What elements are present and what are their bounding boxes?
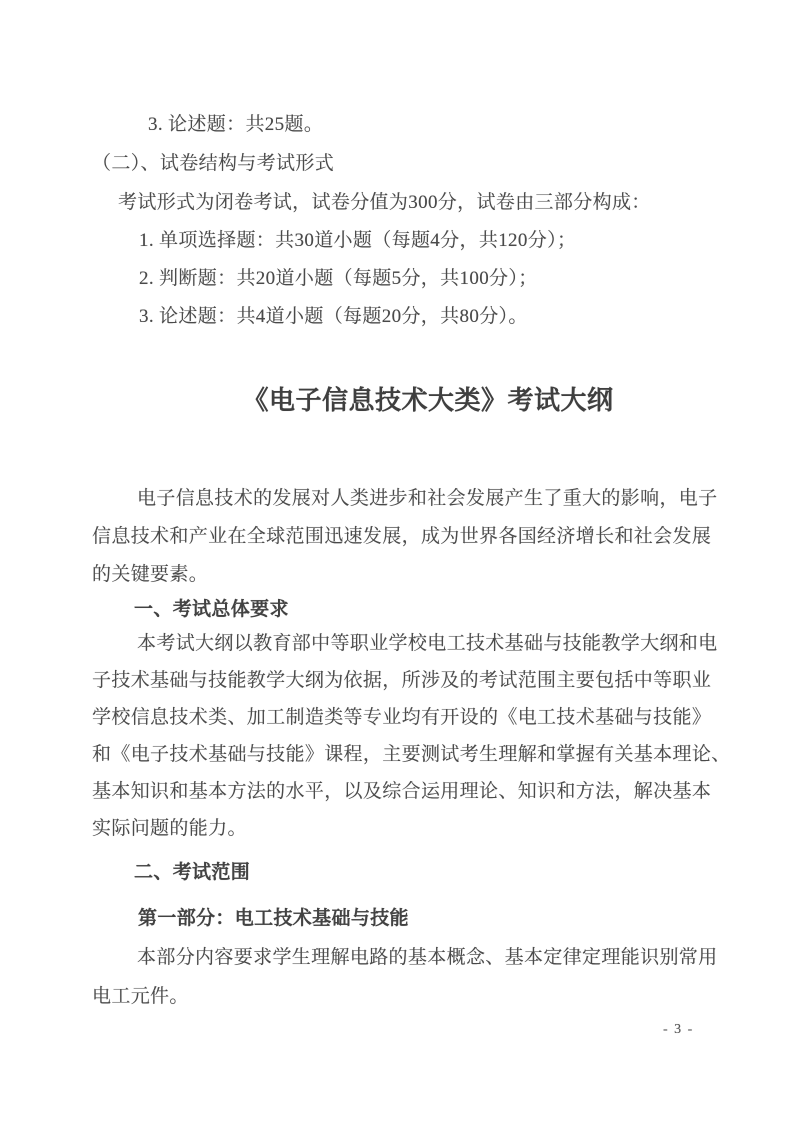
- intro-paragraph-line: 信息技术和产业在全球范围迅速发展，成为世界各国经济增长和社会发展: [92, 526, 712, 547]
- list-item-multiple-choice: 1. 单项选择题：共30道小题（每题4分，共120分）；: [139, 230, 577, 251]
- section-one-paragraph-line: 和《电子技术基础与技能》课程，主要测试考生理解和掌握有关基本理论、: [92, 744, 731, 765]
- document-title: 《电子信息技术大类》考试大纲: [242, 386, 614, 415]
- part-one-paragraph-line: 本部分内容要求学生理解电路的基本概念、基本定律定理能识别常用: [137, 947, 718, 968]
- section-one-paragraph-line: 学校信息技术类、加工制造类等专业均有开设的《电工技术基础与技能》: [92, 707, 712, 728]
- section-one-paragraph-line: 本考试大纲以教育部中等职业学校电工技术基础与技能教学大纲和电: [137, 633, 718, 654]
- intro-paragraph-line: 的关键要素。: [92, 564, 209, 585]
- page-number: - 3 -: [663, 1022, 694, 1037]
- section-heading-overall-requirements: 一、考试总体要求: [134, 599, 289, 620]
- section-one-paragraph-line: 实际问题的能力。: [92, 818, 247, 839]
- section-one-paragraph-line: 子技术基础与技能教学大纲为依据，所涉及的考试范围主要包括中等职业: [92, 670, 712, 691]
- section-heading-exam-scope: 二、考试范围: [134, 862, 251, 883]
- intro-paragraph-line: 电子信息技术的发展对人类进步和社会发展产生了重大的影响，电子: [137, 488, 718, 509]
- part-heading-electrical-basics: 第一部分：电工技术基础与技能: [138, 908, 409, 929]
- list-item-essay-count: 3. 论述题：共25题。: [148, 114, 324, 135]
- subsection-heading-paper-structure: （二）、试卷结构与考试形式: [92, 153, 335, 174]
- list-item-true-false: 2. 判断题：共20道小题（每题5分，共100分）；: [139, 268, 538, 289]
- list-item-essay: 3. 论述题：共4道小题（每题20分，共80分）。: [139, 306, 528, 327]
- paper-structure-intro: 考试形式为闭卷考试，试卷分值为300分，试卷由三部分构成：: [118, 192, 651, 213]
- section-one-paragraph-line: 基本知识和基本方法的水平，以及综合运用理论、知识和方法，解决基本: [92, 781, 712, 802]
- part-one-paragraph-line: 电工元件。: [92, 986, 189, 1007]
